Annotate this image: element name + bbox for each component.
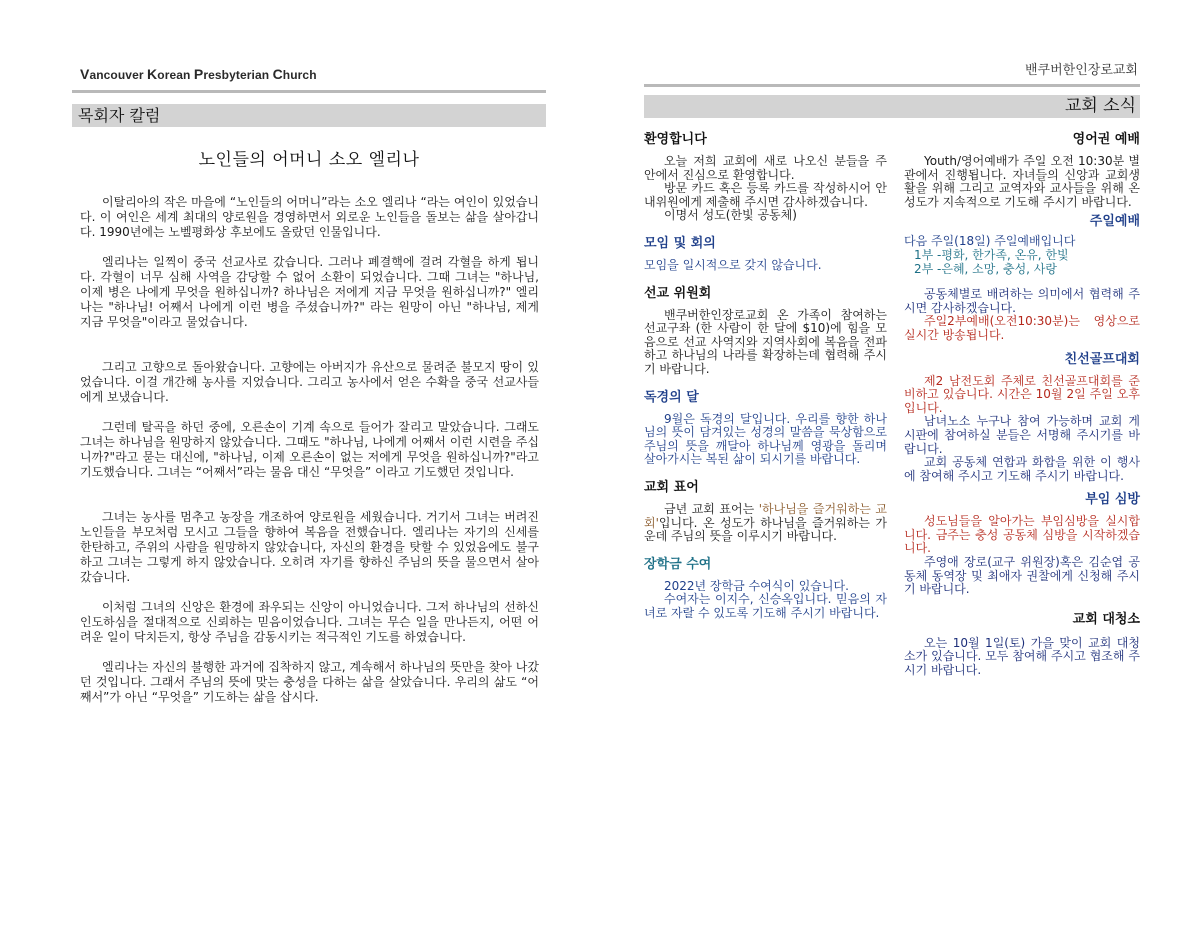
header-rule — [72, 90, 546, 93]
news-item-sunday-service — [904, 213, 1140, 342]
news-item-golf — [904, 351, 1140, 484]
news-column-right — [904, 131, 1140, 678]
news-text: 공동체별로 배려하는 의미에서 협력해 주시면 감사하겠습니다. — [904, 287, 1140, 315]
news-text: 이명서 성도(한빛 공동체) — [664, 208, 797, 223]
news-item-visitation — [904, 491, 1140, 597]
news-text: 모임을 일시적으로 갖지 않습니다. — [644, 257, 822, 272]
news-text: 1부 -평화, 한가족, 온유, 한빛 — [914, 247, 1069, 262]
news-text: 오늘 저희 교회에 새로 나오신 분들을 주 안에서 진심으로 환영합니다. — [644, 154, 887, 182]
paragraph: 그리고 고향으로 돌아왔습니다. 고향에는 아버지가 유산으로 물려준 불모지 땅이 있었습니다. 이걸 개간해 농사를 지었습니다. 그리고 농사에서 얻은 수확을 중국 선교사들에게 보냈습니다. — [80, 360, 539, 404]
section-title: 목회자 칼럼 — [72, 104, 546, 127]
news-text: 제2 남전도회 주체로 친선골프대회를 준비하고 있습니다. 시간은 10월 2일 주일 오후입니다. — [904, 373, 1140, 415]
news-item-motto — [644, 479, 887, 544]
right-page — [600, 0, 1200, 927]
paragraph: 엘리나는 일찍이 중국 선교사로 갔습니다. 그러나 폐결핵에 걸려 각혈을 하게 됩니다. 각혈이 너무 심해 사역을 감당할 수 없어 소환이 되었습니다. 그때 그녀는 "하나님, 이제 병은 나에게 무엇을 원하십니까? 하나님은 저에게 지금 무엇을 원하십니까?" 엘리나는 "하나님! 어째서 나에게 이런 병을 주셨습니까?" 라는 원망이 아닌 "하나님, 제게 지금 무엇을"이라고 물었습니다. — [80, 255, 539, 329]
news-text: 주영애 장로(교구 위원장)혹은 김순엽 공동체 동역장 및 최애자 권찰에게 신청해 주시기 바랍니다. — [904, 555, 1140, 597]
news-title: 선교 위원회 — [644, 285, 712, 301]
section-title: 교회 소식 — [644, 95, 1140, 118]
news-item-welcome — [644, 131, 887, 223]
news-title: 친선골프대회 — [1064, 351, 1140, 367]
news-item-meetings — [644, 235, 887, 273]
news-text: 금년 교회 표어는 '하나님을 즐거워하는 교회'입니다. 온 성도가 하나님을 즐거워하는 가운데 주님의 뜻을 이루시기 바랍니다. — [644, 501, 887, 544]
news-title: 독경의 달 — [644, 389, 699, 405]
news-title: 환영합니다 — [644, 132, 707, 147]
church-name-english: Vancouver Korean Presbyterian Church — [80, 66, 317, 82]
paragraph: 이처럼 그녀의 신앙은 환경에 좌우되는 신앙이 아니었습니다. 그저 하나님의 선하신 인도하심을 절대적으로 신뢰하는 믿음이었습니다. 그녀는 무슨 일을 만나든지, 어떤 어려운 일이 닥치든지, 항상 주님을 감동시키는 적극적인 기도를 하였습니다. — [80, 600, 539, 644]
news-item-cleaning — [904, 611, 1140, 678]
news-title: 교회 대청소 — [1072, 611, 1140, 627]
news-text: 교회 공동체 연합과 화합을 위한 이 행사에 참여해 주시고 기도해 주시기 바랍니다. — [904, 455, 1140, 483]
news-title: 주일예배 — [1089, 214, 1140, 230]
news-item-english-service — [904, 131, 1140, 209]
news-text: 남녀노소 누구나 참여 가능하며 교회 게시판에 참여하실 분들은 서명해 주시기를 바랍니다. — [904, 414, 1140, 456]
news-title: 장학금 수여 — [644, 556, 712, 572]
header-rule — [644, 84, 1140, 87]
paragraph: 그런데 탈곡을 하던 중에, 오른손이 기계 속으로 들어가 잘리고 말았습니다. 그래도 그녀는 하나님을 원망하지 않았습니다. 그때도 "하나님, 나에게 어째서 이런 시련을 주십니까?"라고 묻는 대신에, "하나님, 이제 오른손이 없는 저에게 무엇을 원하십니까?"라고 기도했습니다. 그녀는 “어째서”라는 물음 대신 “무엇을” 이라고 기도했던 것입니다. — [80, 420, 539, 479]
column-title: 노인들의 어머니 소오 엘리나 — [198, 150, 420, 170]
news-text: Youth/영어예배가 주일 오전 10:30분 별관에서 진행됩니다. 자녀들의 신앙과 교회생활을 위해 그리고 교역자와 교사들을 위해 온 성도가 지속적으로 기도해 주시기 바랍니다. — [904, 154, 1140, 209]
news-text: 밴쿠버한인장로교회 온 가족이 참여하는 선교구좌 (한 사람이 한 달에 $10)에 힘을 모음으로 선교 사역지와 지역사회에 복음을 전파하고 하나님의 나라를 확장하는데 협력해 주시기 바랍니다. — [644, 307, 887, 376]
news-item-mission — [644, 285, 887, 377]
news-text: 성도님들을 알아가는 부임심방을 실시합니다. 금주는 충성 공동체 심방을 시작하겠습니다. — [904, 514, 1140, 556]
news-text: 다음 주일(18일) 주일예배입니다 — [904, 234, 1076, 249]
news-text: 오는 10월 1일(토) 가을 맞이 교회 대청소가 있습니다. 모두 참여해 주시고 협조해 주시기 바랍니다. — [904, 635, 1140, 678]
news-text: 2022년 장학금 수여식이 있습니다. — [664, 578, 849, 593]
news-title: 부임 심방 — [1085, 492, 1140, 508]
news-item-reading-month — [644, 389, 887, 467]
news-item-scholarship — [644, 556, 887, 621]
news-title: 모임 및 회의 — [644, 235, 716, 251]
paragraph: 이탈리아의 작은 마을에 “노인들의 어머니”라는 소오 엘리나 “라는 여인이 있었습니다. 이 여인은 세계 최대의 양로원을 경영하면서 외로운 노인들을 돌보는 삶을 살아갑니다. 1990년에는 노벨평화상 후보에도 올랐던 인물입니다. — [80, 195, 539, 239]
paragraph: 엘리나는 자신의 불행한 과거에 집착하지 않고, 계속해서 하나님의 뜻만을 찾아 나갔던 것입니다. 그래서 주님의 뜻에 맞는 충성을 다하는 삶을 살았습니다. 우리의 삶도 “어째서”가 아닌 “무엇을” 기도하는 삶을 삽시다. — [80, 660, 539, 704]
news-text: 방문 카드 혹은 등록 카드를 작성하시어 안내위원에게 제출해 주시면 감사하겠습니다. — [644, 181, 887, 209]
church-name-korean: 밴쿠버한인장로교회 — [1024, 63, 1138, 78]
news-title: 교회 표어 — [644, 479, 699, 495]
news-text: 2부 -은혜, 소망, 충성, 사랑 — [914, 261, 1057, 276]
paragraph: 그녀는 농사를 멈추고 농장을 개조하여 양로원을 세웠습니다. 거기서 그녀는 버려진 노인들을 부모처럼 모시고 그들을 향하여 복음을 전했습니다. 엘리나는 자기의 신세를 한탄하고, 주위의 사람을 원망하지 않았습니다, 자신의 환경을 탓할 수 있었음에도 불구하고 그녀는 그렇게 하지 않았습니다. 오히려 자기를 향하신 주님의 뜻을 물으면서 살아갔습니다. — [80, 510, 539, 584]
news-title: 영어권 예배 — [1072, 132, 1140, 147]
motto-highlight: '하나님을 즐거워하는 교회' — [644, 501, 887, 530]
news-text: 9월은 독경의 달입니다. 우리를 향한 하나님의 뜻이 담겨있는 성경의 말씀을 묵상함으로 주님의 뜻을 깨달아 하나님께 영광을 돌리며 살아가시는 복된 삶이 되시기를 바랍니다. — [644, 411, 887, 467]
news-column-left — [644, 131, 887, 620]
news-text: 주일2부예배(오전10:30분)는 영상으로 실시간 방송됩니다. — [904, 314, 1140, 342]
news-text: 수여자는 이지수, 신승옥입니다. 믿음의 자녀로 자랄 수 있도록 기도해 주시기 바랍니다. — [644, 592, 887, 620]
column-body — [80, 195, 539, 705]
